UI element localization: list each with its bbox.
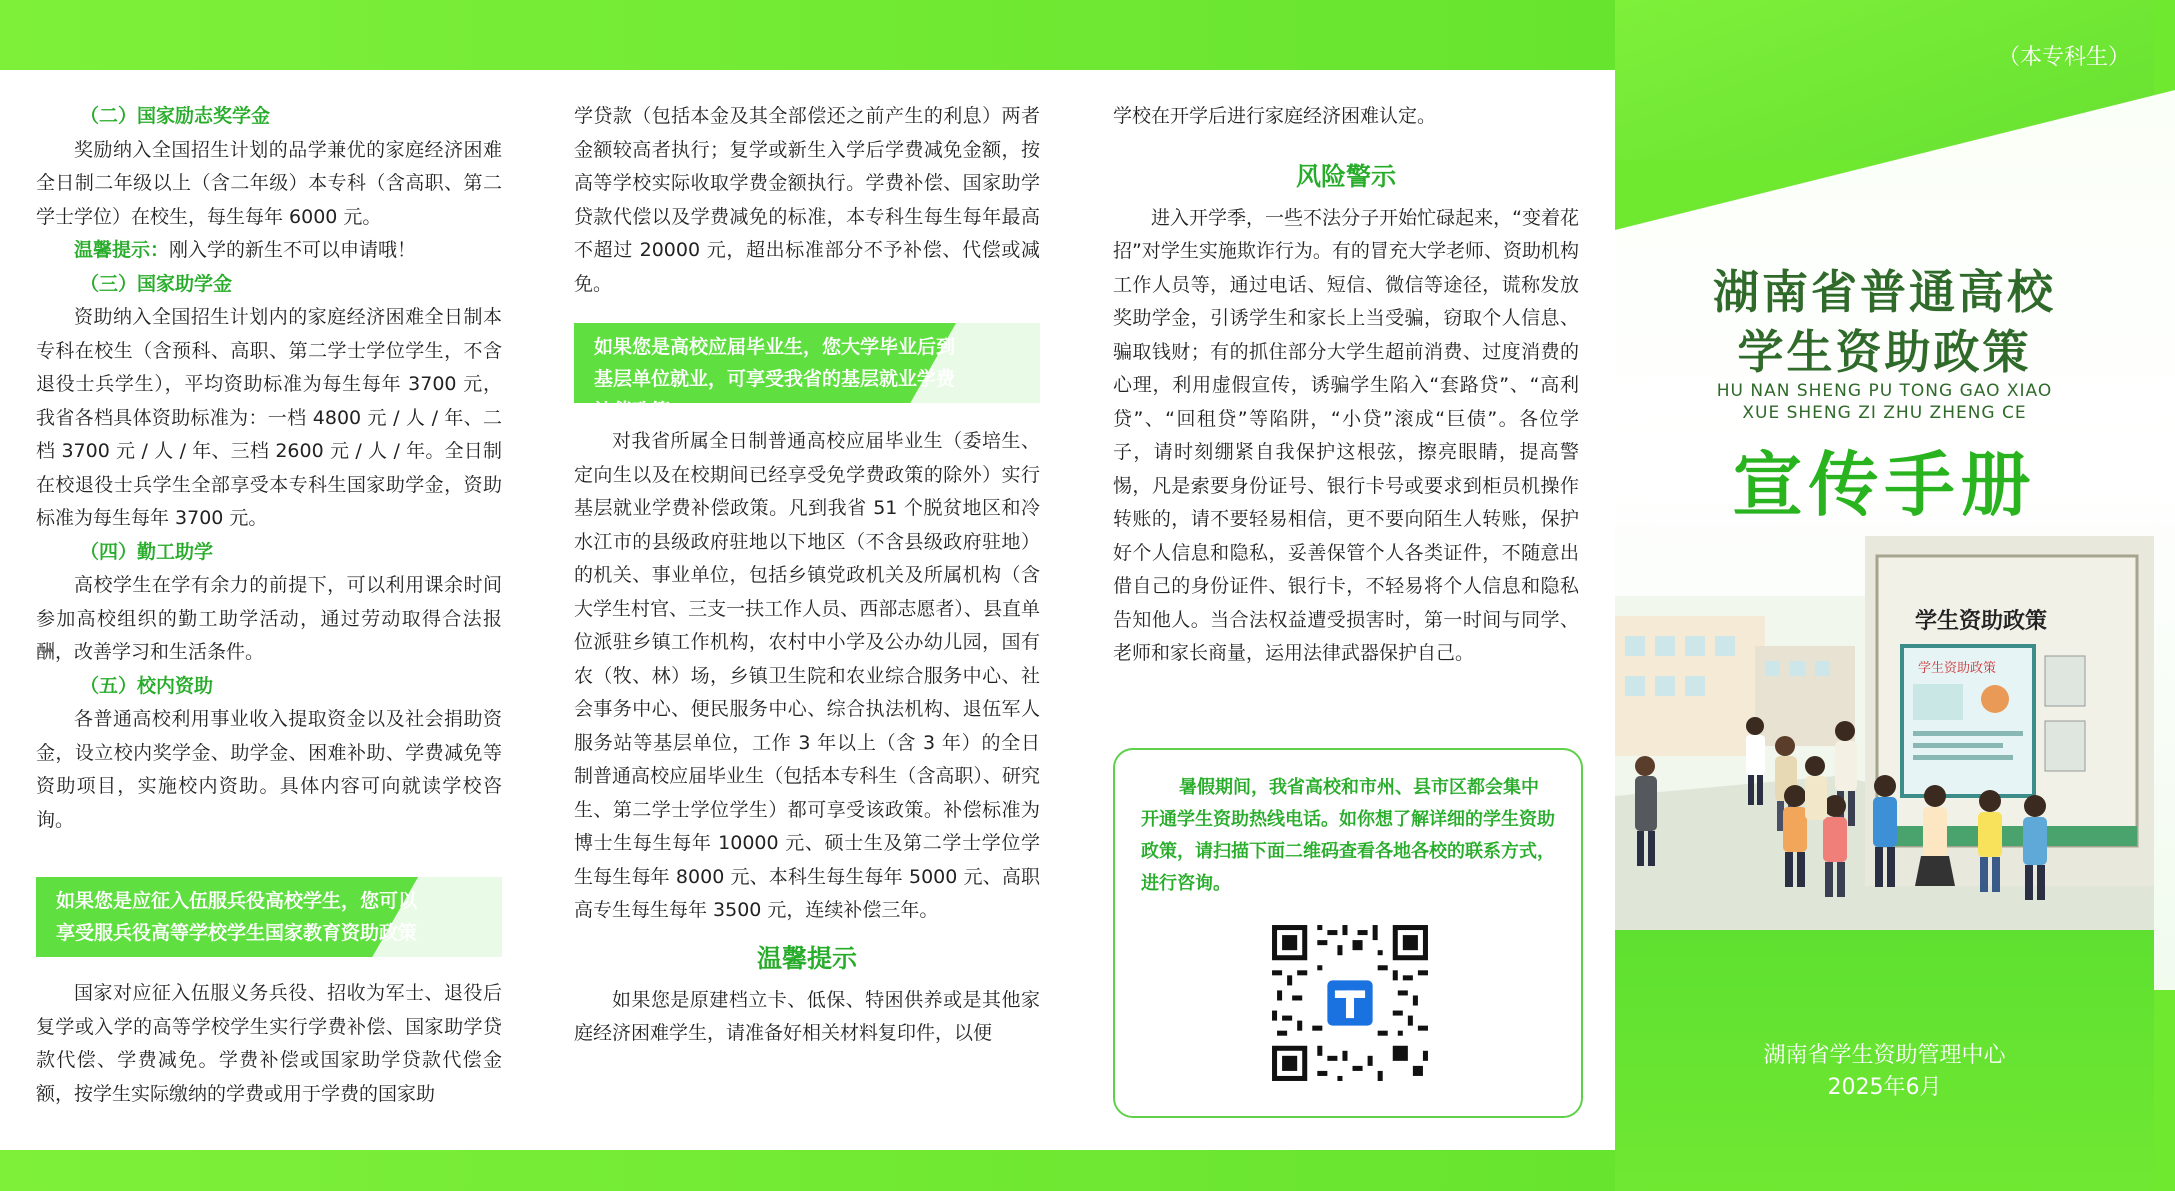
cover-title-line1: 湖南省普通高校 — [1713, 265, 2056, 319]
tip-line — [36, 234, 502, 268]
hotline-box — [1113, 748, 1583, 1118]
cover-org-name: 湖南省学生资助管理中心 — [1763, 1043, 2006, 1068]
para-grant: 资助纳入全国招生计划内的家庭经济困难全日制本专科在校生（含预科、高职、第二学士学位学生，不含退役士兵学生），平均资助标准为每生每年 3700 元，我省各档具体资助标准为：一档 4800 元 / 人 / 年、二档 3700 元 / 人 / 年、三档 2600 元 / 人 / 年。全日制在校退役士兵学生全部享受本专科生国家助学金，资助标准为每生每年 3700 元。 — [36, 306, 502, 529]
cover-org — [1615, 1040, 2154, 1104]
tip-text: 刚入学的新生不可以申请哦！ — [169, 239, 417, 261]
para-risk: 进入开学季，一些不法分子开始忙碌起来，“变着花招”对学生实施欺诈行为。有的冒充大学老师、资助机构工作人员等，通过电话、短信、微信等途径，谎称发放奖助学金，引诱学生和家长上当受骗，窃取个人信息、骗取钱财；有的抓住部分大学生超前消费、过度消费的心理，利用虚假宣传，诱骗学生陷入“套路贷”、“高利贷”、“回租贷”等陷阱，“小贷”滚成“巨债”。各位学子，请时刻绷紧自我保护这根弦，擦亮眼睛，提高警惕，凡是索要身份证号、银行卡号或要求到柜员机操作转账的，请不要轻易相信，更不要向陌生人转账，保护好个人信息和隐私，妥善保管个人各类证件，不随意出借自己的身份证件、银行卡，不轻易将个人信息和隐私告知他人。当合法权益遭受损害时，第一时间与同学、老师和家长商量，运用法律武器保护自己。 — [1113, 206, 1579, 664]
cover-pinyin-line2: XUE SHENG ZI ZHU ZHENG CE — [1742, 403, 2027, 423]
column-2 — [574, 100, 1040, 1051]
tip-label: 温馨提示： — [74, 239, 170, 261]
heading-grant: （三）国家助学金 — [80, 272, 233, 295]
risk-warning-title: 风险警示 — [1295, 161, 1396, 191]
cover-title-line2: 学生资助政策 — [1737, 325, 2032, 379]
cover-date: 2025年6月 — [1827, 1075, 1942, 1100]
para-loan-cont: 学贷款（包括本金及其全部偿还之前产生的利息）两者金额较高者执行；复学或新生入学后学费减免金额，按高等学校实际收取学费金额执行。学费补偿、国家助学贷款代偿以及学费减免的标准，本专科生每生每年最高不超过 20000 元，超出标准部分不予补偿、代偿或减免。 — [574, 105, 1040, 295]
para-identify: 学校在开学后进行家庭经济困难认定。 — [1113, 105, 1437, 127]
graduate-banner — [574, 323, 1040, 422]
heading-work-study: （四）勤工助学 — [80, 540, 214, 563]
graduate-banner-text: 如果您是高校应届毕业生，您大学毕业后到基层单位就业，可享受我省的基层就业学费补偿政策 — [594, 336, 956, 422]
hotline-text: 暑假期间，我省高校和市州、县市区都会集中开通学生资助热线电话。如你想了解详细的学生资助政策，请扫描下面二维码查看各地各校的联系方式，进行咨询。 — [1141, 777, 1555, 894]
poster-title: 学生资助政策 — [1918, 661, 1997, 676]
military-banner — [36, 877, 502, 957]
para-campus-aid: 各普通高校利用事业收入提取资金以及社会捐助资金，设立校内奖学金、助学金、困难补助、学费减免等资助项目，实施校内资助。具体内容可向就读学校咨询。 — [36, 708, 502, 831]
warm-tip-title: 温馨提示 — [756, 943, 857, 973]
heading-campus-aid: （五）校内资助 — [80, 674, 214, 697]
para-grassroots: 对我省所属全日制普通高校应届毕业生（委培生、定向生以及在校期间已经享受免学费政策的除外）实行基层就业学费补偿政策。凡到我省 51 个脱贫地区和冷水江市的县级政府驻地以下地区（不含县级政府驻地）的机关、事业单位，包括乡镇党政机关及所属机构（含大学生村官、三支一扶工作人员、西部志愿者）、县直单位派驻乡镇工作机构，农村中小学及公办幼儿园，国有农（牧、林）场，乡镇卫生院和农业综合服务中心、社会事务中心、便民服务中心、综合执法机构、退伍军人服务站等基层单位，工作 3 年以上（含 3 年）的全日制普通高校应届毕业生（包括本专科生（含高职）、研究生、第二学士学位学生）都可享受该政策。补偿标准为博士生每生每年 10000 元、硕士生及第二学士学位学生每生每年 8000 元、本科生每生每年 5000 元、高职高专生每生每年 3500 元，连续补偿三年。 — [574, 430, 1040, 921]
para-warm-tip: 如果您是原建档立卡、低保、特困供养或是其他家庭经济困难学生，请准备好相关材料复印件，以便 — [574, 988, 1040, 1044]
para-work-study: 高校学生在学有余力的前提下，可以利用课余时间参加高校组织的勤工助学活动，通过劳动取得合法报酬，改善学习和生活条件。 — [36, 574, 502, 663]
cover-panel — [1615, 0, 2154, 1191]
qr-code[interactable] — [1267, 920, 1433, 1086]
column-3 — [1113, 100, 1579, 671]
para-military: 国家对应征入伍服义务兵役、招收为军士、退役后复学或入学的高等学校学生实行学费补偿、国家助学贷款代偿、学费减免。学费补偿或国家助学贷款代偿金额，按学生实际缴纳的学费或用于学费的国家助 — [36, 982, 502, 1105]
heading-scholarship: （二）国家励志奖学金 — [80, 105, 271, 127]
board-title: 学生资助政策 — [1915, 609, 2048, 634]
para-scholarship: 奖励纳入全国招生计划的品学兼优的家庭经济困难全日制二年级以上（含二年级）本专科（含高职、第二学士学位）在校生，每生每年 6000 元。 — [36, 138, 502, 228]
military-banner-text: 如果您是应征入伍服兵役高校学生，您可以享受服兵役高等学校学生国家教育资助政策 — [56, 890, 418, 944]
cover-illustration — [1615, 536, 2154, 956]
cover-title — [1615, 262, 2154, 382]
cover-tag: （本专科生） — [1997, 45, 2130, 70]
column-1 — [36, 100, 502, 1111]
cover-pinyin — [1615, 380, 2154, 424]
cover-pinyin-line1: HU NAN SHENG PU TONG GAO XIAO — [1716, 381, 2053, 401]
cover-big-title: 宣传手册 — [1732, 444, 2037, 526]
